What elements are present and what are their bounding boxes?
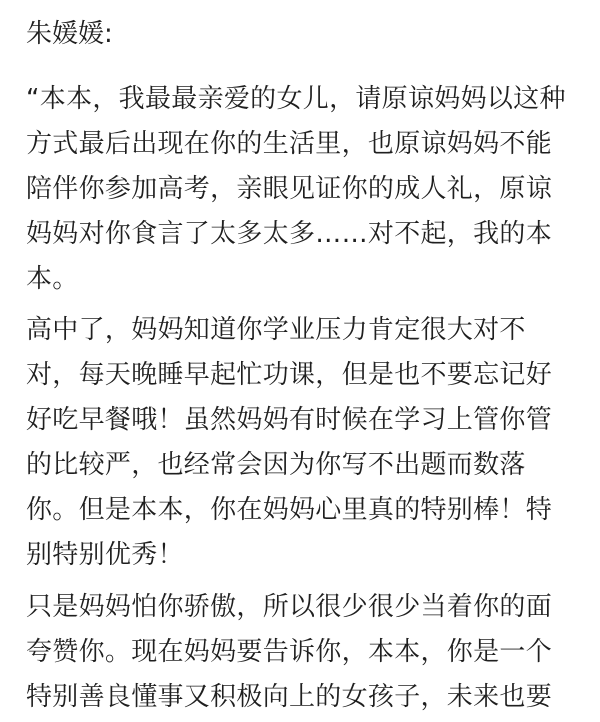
paragraph-line: 陪伴你参加高考，亲眼见证你的成人礼，原谅 bbox=[26, 174, 553, 204]
paragraph-line: 夸赞你。现在妈妈要告诉你，本本，你是一个 bbox=[26, 637, 553, 667]
paragraph-line: 高中了，妈妈知道你学业压力肯定很大对不 bbox=[26, 315, 526, 345]
paragraph-2 bbox=[26, 308, 586, 578]
paragraph-1 bbox=[26, 77, 586, 302]
paragraph-line: 本。 bbox=[26, 264, 79, 294]
paragraph-line: 对，每天晚睡早起忙功课，但是也不要忘记好 bbox=[26, 360, 553, 390]
paragraph-line: 妈妈对你食言了太多太多……对不起，我的本 bbox=[26, 219, 553, 249]
paragraph-line: “本本，我最最亲爱的女儿，请原谅妈妈以这种 bbox=[26, 84, 566, 114]
letter-salutation: 朱媛媛: bbox=[26, 19, 113, 49]
paragraph-3 bbox=[26, 585, 586, 720]
paragraph-line: 的比较严，也经常会因为你写不出题而数落 bbox=[26, 450, 526, 480]
paragraph-line: 你。但是本本，你在妈妈心里真的特别棒！特 bbox=[26, 495, 553, 525]
paragraph-line: 别特别优秀！ bbox=[26, 540, 184, 570]
paragraph-line: 方式最后出现在你的生活里，也原谅妈妈不能 bbox=[26, 129, 553, 159]
paragraph-line: 只是妈妈怕你骄傲，所以很少很少当着你的面 bbox=[26, 592, 553, 622]
paragraph-line: 好吃早餐哦！虽然妈妈有时候在学习上管你管 bbox=[26, 405, 553, 435]
paragraph-line: 特别善良懂事又积极向上的女孩子，未来也要 bbox=[26, 682, 553, 712]
